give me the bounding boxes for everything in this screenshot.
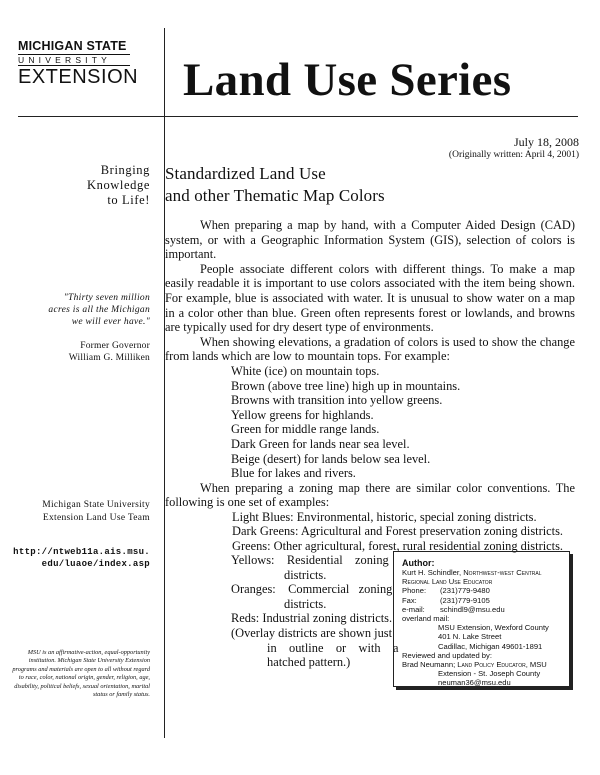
- list-item-continuation: in outline or with a: [267, 640, 399, 655]
- author-name: Kurt H. Schindler,: [402, 568, 464, 577]
- list-item: Dark Greens: Agricultural and Forest preservation zoning districts.: [232, 524, 564, 539]
- article-title-line-1: Standardized Land Use: [165, 164, 326, 183]
- url-line[interactable]: http://ntweb11a.ais.msu.: [13, 547, 150, 557]
- publication-date: July 18, 2008: [513, 135, 579, 149]
- date-block: [449, 136, 579, 162]
- address-line: MSU Extension, Wexford County: [438, 623, 549, 633]
- list-item: Greens: Other agricultural, forest, rural residential zoning districts.: [232, 539, 563, 554]
- tagline-line: Bringing: [100, 163, 150, 177]
- email-line: [402, 605, 569, 614]
- list-item: Green for middle range lands.: [231, 422, 380, 437]
- address-line: Cadillac, Michigan 49601-1891: [438, 641, 543, 651]
- author-title-cont: Regional Land Use Educator: [402, 577, 493, 587]
- list-item: Blue for lakes and rivers.: [231, 466, 356, 481]
- author-name-line: [402, 568, 569, 577]
- zoning-color-list: [232, 510, 575, 554]
- reviewer-line: [402, 660, 569, 669]
- list-item: White (ice) on mountain tops.: [231, 363, 380, 378]
- list-item: Brown (above tree line) high up in mountains.: [231, 378, 461, 393]
- fax-line: [402, 596, 569, 605]
- logo-line-1: MICHIGAN STATE: [18, 39, 127, 53]
- reviewer-extension: Extension - St. Joseph County: [438, 669, 541, 679]
- author-title: Northwest-west Central: [463, 568, 542, 577]
- land-use-team: [42, 499, 150, 525]
- tagline: [87, 163, 150, 208]
- logo-line-3: EXTENSION: [18, 66, 139, 88]
- quote-line: acres is all the Michigan: [48, 305, 150, 315]
- fax-number: (231)779-9105: [440, 595, 490, 605]
- url-line[interactable]: edu/luaoe/index.asp: [41, 559, 150, 569]
- quote-line: "Thirty seven million: [63, 293, 150, 303]
- email-link[interactable]: schindl9@msu.edu: [440, 604, 505, 614]
- paragraph: When preparing a zoning map there are similar color conventions. The following is one set of examples:: [165, 480, 575, 510]
- paragraph: When showing elevations, a gradation of colors is used to show the change from lands which are low to mountain tops. For example:: [165, 334, 575, 364]
- article-title: [165, 163, 385, 207]
- affirmative-action-statement: MSU is an affirmative-action, equal-opportunity institution. Michigan State University Extension programs and materials are open to all without regard to race, color, national origin, gender, religion, age, disability, political beliefs, sexual orientation, marital status or family status.: [12, 649, 150, 699]
- attribution-line: William G. Milliken: [68, 352, 150, 363]
- list-item: (Overlay districts are shown just: [231, 625, 393, 640]
- author-heading: Author:: [402, 558, 435, 568]
- address-line: 401 N. Lake Street: [438, 632, 502, 642]
- reviewer-title: Land Policy Educator, MSU: [457, 660, 547, 670]
- list-item: Yellow greens for highlands.: [231, 407, 374, 422]
- logo-line-2: UNIVERSITY: [18, 54, 130, 66]
- list-item-continuation: districts.: [284, 567, 327, 582]
- list-item: Oranges: Commercial zoning: [231, 582, 393, 597]
- quote-line: we will ever have.": [71, 317, 150, 327]
- phone-label: Phone:: [402, 586, 427, 596]
- phone-number: (231)779-9480: [440, 586, 490, 596]
- series-title: Land Use Series: [183, 54, 512, 106]
- original-date: (Originally written: April 4, 2001): [448, 150, 579, 160]
- team-line: Michigan State University: [42, 500, 150, 510]
- zoning-color-list-continued: [231, 553, 399, 670]
- elevation-color-list: [231, 364, 575, 481]
- milliken-quote: [48, 292, 150, 328]
- tagline-line: Knowledge: [86, 178, 150, 192]
- list-item: Reds: Industrial zoning districts.: [231, 611, 393, 626]
- list-item: Beige (desert) for lands below sea level.: [231, 451, 431, 466]
- list-item: Yellows: Residential zoning: [231, 553, 389, 567]
- article-body: [165, 218, 575, 554]
- list-item: Browns with transition into yellow greens.: [231, 393, 443, 408]
- reviewed-label: Reviewed and updated by:: [402, 650, 492, 660]
- paragraph: When preparing a map by hand, with a Computer Aided Design (CAD) system, or with a Geographic Information System (GIS), selection of colors is important.: [165, 218, 575, 262]
- team-line: Extension Land Use Team: [42, 513, 150, 523]
- article-title-line-2: and other Thematic Map Colors: [165, 186, 385, 205]
- fax-label: Fax:: [402, 595, 417, 605]
- attribution-line: Former Governor: [80, 341, 150, 351]
- paragraph: People associate different colors with different things. To make a map easily readable it is important to use colors associated with the item being shown. For example, blue is associated with water. It is unusual to show water on a map in a color other than blue. Green often represents forest or lowlands, and browns are typically used for dry desert type of environments.: [165, 261, 575, 335]
- msu-extension-logo: [18, 40, 148, 88]
- header-divider: [18, 116, 578, 117]
- reviewer-email-link[interactable]: neuman36@msu.edu: [438, 678, 511, 688]
- email-label: e-mail:: [402, 604, 425, 614]
- reviewer-name: Brad Neumann;: [402, 660, 458, 670]
- phone-line: [402, 586, 569, 595]
- team-url-link[interactable]: [13, 546, 150, 570]
- quote-attribution: [69, 341, 150, 364]
- list-item: Dark Green for lands near sea level.: [231, 436, 410, 451]
- tagline-line: to Life!: [107, 193, 150, 207]
- list-item-continuation: hatched pattern.): [267, 655, 351, 670]
- list-item: Light Blues: Environmental, historic, special zoning districts.: [232, 509, 537, 524]
- list-item-continuation: districts.: [284, 596, 327, 611]
- author-info-box: [393, 551, 570, 687]
- overland-label: overland mail:: [402, 614, 450, 624]
